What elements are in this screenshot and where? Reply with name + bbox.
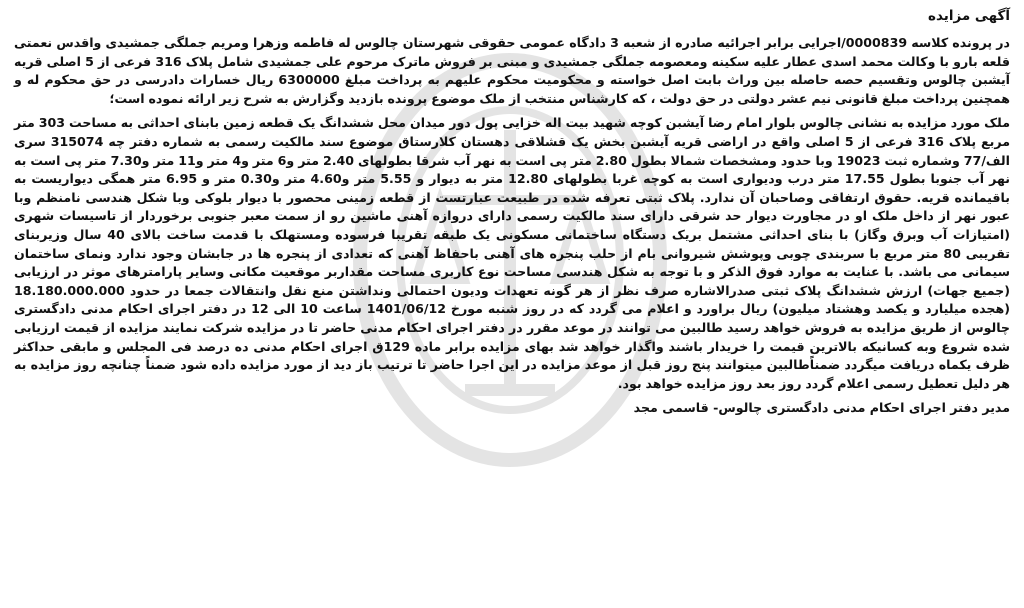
notice-title: آگهی مزایده bbox=[928, 8, 1010, 24]
property-details-paragraph: ملک مورد مزایده به نشانی چالوس بلوار امام رضا آیشبن کوچه شهید بیت اله خزایی پول دور میدان محل ششدانگ یک قطعه زمین بابنای احداثی به مساحت 303 متر مربع پلاک 316 فرعی از 5 اصلی واقع در اراضی قریه آیشبن بخش یک قشلاقی دهستان کلارستاق موضوع سند مالکیت رسمی به شماره دفتر چه 315074 سری الف/77 وشماره ثبت 19023 وبا حدود ومشخصات شمالا بطول 2.80 متر پی است به نهر آب شرقا بطولهای 2.40 متر و6 متر و4 متر و11 متر و7.30 متر پی است به نهر آب جنوبا بطول 17.55 متر درب وديواری است به کوچه غربا بطولهای 12.80 متر به دیوار و 5.55 متر و4.60 متر و0.30 متر و 6.95 متر همگی دیواریست به باقیمانده قریه. حقوق ارتفاقی وصاحبان آن ندارد. پلاک ثبتی تعرفه شده در طبیعت عبارتست از قطعه زمینی محصور با دیوار بلوکی وبا شکل هندسی نامنظم وبا عبور نهر از داخل ملک او در مجاورت دیوار حد شرقی دارای سند مالکیت رسمی دارای دروازه آهنی ماشین رو از سمت معبر جنوبی برخوردار از تاسیسات شهری (امتیازات آب وبرق وگاز) با بنای احداثی مشتمل بریک دستگاه ساختمانی مسکونی یک طبقه تقریبا فرسوده ومستهلک با قدمت ساخت بالای 40 سال وزیربنای تقریبی 80 متر مربع با سربندی چوبی وپوشش شیروانی بام از حلب پنجره های آهنی باحفاظ آهنی که تعدادی از پنجره ها در جابشان وجود ندارد ونمای ساختمان سیمانی می باشد. با عنایت به موارد فوق الذکر و با توجه به شکل هندسی مساحت نوع کاربری مساحت مقداربر موقعیت مکانی وسایر پارامترهای موثر در ارزیابی (جمیع جهات) ارزش ششدانگ پلاک ثبتی صدرالاشاره صرف نظر از هر گونه تعهدات ودیون احتمالی ونداشتن منع نقل وانتقالات جمعا در حدود 18.180.000.000 (هجده میلیارد و یکصد وهشتاد میلیون) ریال براورد و اعلام می گردد که در روز شنبه مورخ 1401/06/12 ساعت 10 الی 12 در دفتر اجرای احکام مدنی دادگستری چالوس از طریق مزایده به فروش خواهد رسید طالبین می توانند در موعد مقرر در دفتر اجرای احکام مدنی حاضر تا در مزایده شرکت نمایند مزایده از قیمت ارزیابی شده شروع وبه کسانیکه بالاترین قیمت را خریدار باشند واگذار خواهد شد بهای مزایده برابر ماده 129ق اجرای احکام مدنی ده درصد فی المجلس و مابقی حداکثر ظرف یکماه دریافت میگردد ضمناًطالبین میتوانند پنج روز قبل از موعد مزایده در این اجرا حاضر تا ترتیب باز دید از مورد مزایده داده شود ضمناً چنانچه روز مزایده به هر دلیل تعطیل رسمی اعلام گردد روز بعد روز مزایده خواهد بود. bbox=[14, 115, 1011, 391]
signature-line: مدیر دفتر اجرای احکام مدنی دادگستری چالوس- قاسمی مجد bbox=[633, 400, 1010, 416]
case-summary-paragraph: در پرونده کلاسه 0000839/اجرایی برابر اجرائیه صادره از شعبه 3 دادگاه عمومی حقوقی شهرستان چالوس له فاطمه وزهرا ومریم جملگی جمشیدی واقدس نعمتی قلعه بارو با وکالت محمد اسدی عطار علیه سکینه ومعصومه جملگی جمشیدی و مبنی بر فروش ماترک مرحوم علی جمشیدی شامل پلاک 316 فرعی از 5 اصلی قریه آیشبن چالوس وتقسیم حصه حاصله بین وراث بابت اصل خواسته و محکومیت محکوم علیهم به پرداخت مبلغ 6300000 ریال خسارات دادرسی در حق محکوم له و همچنین پرداخت مبلغ قانونی نیم عشر دولتی در حق دولت ، که کارشناس منتخب از ملک موضوع پرونده بازدید وگزارش به شرح زیر ارائه نموده است؛ bbox=[14, 35, 1010, 106]
